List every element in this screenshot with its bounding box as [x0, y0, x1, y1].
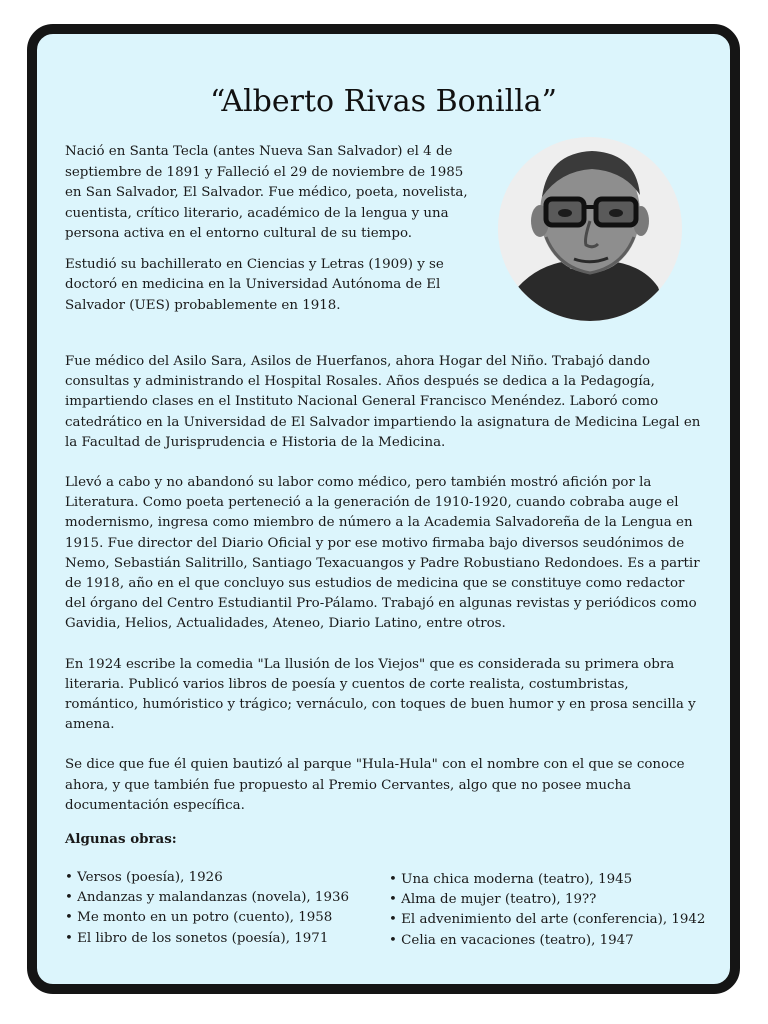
intro-paragraph-studies: Estudió su bachillerato en Ciencias y Letras (1909) y se doctoró en medicina en la Universidad Autónoma de El Salvador (UES) probablemente en 1918.: [65, 256, 444, 313]
intro-paragraph-birth: Nació en Santa Tecla (antes Nueva San Salvador) el 4 de septiembre de 1891 y Falleció el 29 de noviembre de 1985 en San Salvador, El Salvador. Fue médico, poeta, novelista, cuentista, crítico literario, académico de la lengua y una persona activa en el entorno cultural de su tiempo.: [65, 144, 468, 241]
works-list-right: [389, 870, 719, 951]
list-item: • El libro de los sonetos (poesía), 1971: [65, 930, 329, 946]
paragraph-hula-hula: Se dice que fue él quien bautizó al parque "Hula-Hula" con el nombre con el que se conoce ahora, y que también fue propuesto al Premio Cervantes, algo que no posee mucha documentación específica.: [65, 757, 685, 813]
portrait-illustration: [498, 137, 682, 321]
works-list-left: [65, 868, 375, 949]
list-item: • Andanzas y malandanzas (novela), 1936: [65, 890, 350, 906]
works-heading: Algunas obras:: [65, 831, 177, 847]
list-item: • El advenimiento del arte (conferencia), 1942: [389, 912, 706, 928]
biography-body: [65, 352, 705, 836]
portrait-photo: [498, 137, 682, 321]
list-item: • Alma de mujer (teatro), 19??: [389, 892, 597, 908]
paragraph-first-work: En 1924 escribe la comedia "La llusión de los Viejos" que es considerada su primera obra literaria. Publicó varios libros de poesía y cuentos de corte realista, costumbristas, romántico, humóristico y trágico; vernáculo, con toques de buen humor y en prosa sencilla y amena.: [65, 656, 696, 733]
page-title: “Alberto Rivas Bonilla”: [209, 84, 558, 119]
biography-card: [27, 24, 740, 994]
intro-section: [65, 142, 475, 326]
paragraph-literature: Llevó a cabo y no abandonó su labor como médico, pero también mostró afición por la Literatura. Como poeta perteneció a la generación de 1910-1920, cuando cobraba auge el modernismo, ingresa como miembro de número a la Academia Salvadoreña de la Lengua en 1915. Fue director del Diario Oficial y por ese motivo firmaba bajo diversos seudónimos de Nemo, Sebastián Salitrillo, Santiago Texacuangos y Padre Robustiano Redondoes. Es a partir de 1918, año en el que concluyo sus estudios de medicina que se constituye como redactor del órgano del Centro Estudiantil Pro-Pálamo. Trabajó en algunas revistas y periódicos como Gavidia, Helios, Actualidades, Ateneo, Diario Latino, entre otros.: [65, 475, 700, 632]
list-item: • Celia en vacaciones (teatro), 1947: [389, 932, 634, 948]
list-item: • Versos (poesía), 1926: [65, 870, 223, 885]
list-item: • Una chica moderna (teatro), 1945: [389, 872, 633, 887]
paragraph-career: Fue médico del Asilo Sara, Asilos de Huerfanos, ahora Hogar del Niño. Trabajó dando consultas y administrando el Hospital Rosales. Años después se dedica a la Pedagogía, impartiendo clases en el Instituto Nacional General Francisco Menéndez. Laboró como catedrático en la Universidad de El Salvador impartiendo la asignatura de Medicina Legal en la Facultad de Jurisprudencia e Historia de la Medicina.: [65, 354, 701, 450]
list-item: • Me monto en un potro (cuento), 1958: [65, 910, 333, 926]
